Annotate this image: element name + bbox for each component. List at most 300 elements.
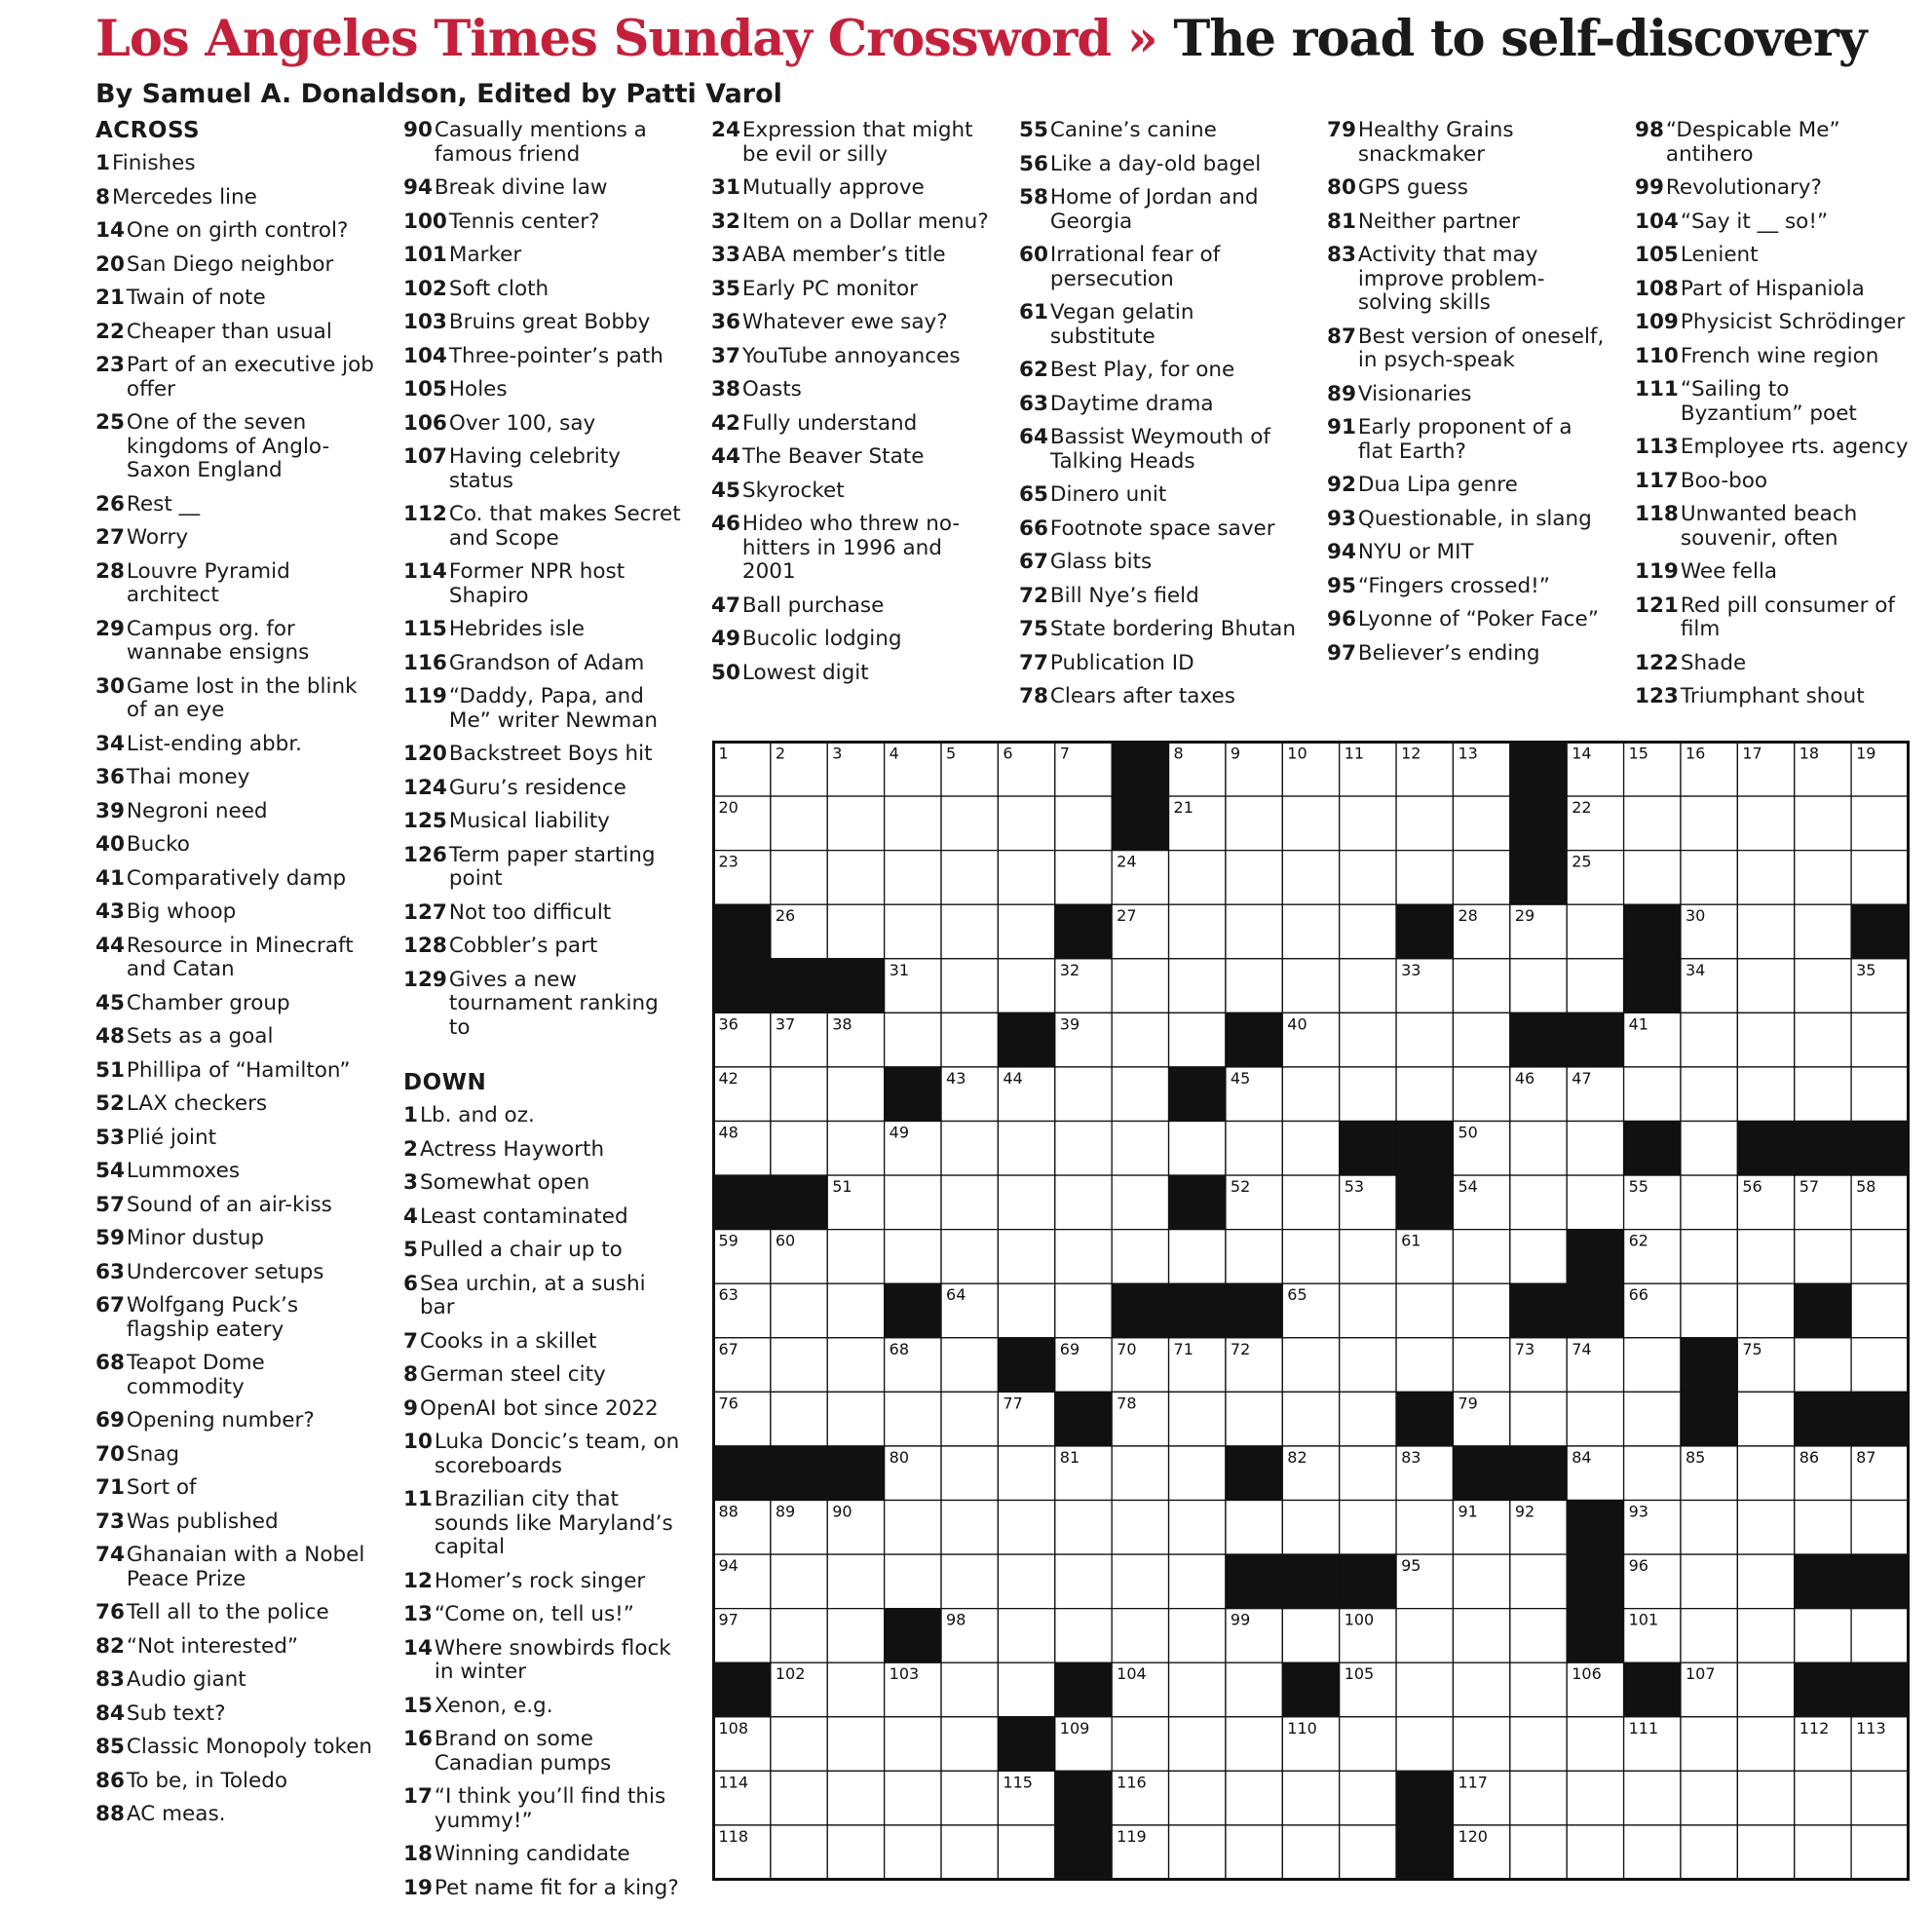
grid-cell[interactable] [1453,1717,1509,1772]
grid-cell[interactable] [1396,1067,1453,1122]
grid-cell[interactable] [1510,1175,1567,1230]
grid-cell[interactable] [941,1662,998,1717]
grid-cell[interactable] [1567,1771,1623,1825]
grid-cell[interactable] [1396,1717,1453,1772]
grid-cell[interactable] [1112,1230,1168,1284]
grid-cell[interactable] [1624,1338,1681,1393]
grid-cell[interactable] [1112,959,1168,1013]
grid-cell[interactable] [1453,796,1509,851]
clue-number: 64 [1019,425,1048,449]
grid-cell[interactable] [885,1175,941,1230]
grid-cell[interactable] [1510,1825,1567,1880]
grid-cell[interactable] [1112,1067,1168,1122]
grid-cell[interactable] [1795,1067,1851,1122]
grid-cell[interactable] [771,1392,827,1446]
grid-cell[interactable] [771,1717,827,1772]
grid-cell[interactable] [998,1662,1054,1717]
grid-cell[interactable] [1681,1825,1737,1880]
grid-cell[interactable] [1681,851,1737,905]
grid-cell[interactable] [1624,851,1681,905]
cell-number: 97 [718,1610,739,1629]
grid-cell[interactable] [1453,1012,1509,1067]
grid-cell[interactable] [1681,1283,1737,1338]
cell-number: 112 [1799,1718,1830,1738]
grid-cell[interactable] [1795,1825,1851,1880]
grid-cell[interactable] [771,1609,827,1663]
grid-cell[interactable] [941,1554,998,1609]
grid-cell[interactable] [1226,904,1282,959]
grid-cell[interactable] [1396,796,1453,851]
grid-cell[interactable] [1567,1392,1623,1446]
grid-cell[interactable] [941,1825,998,1880]
clue-item [1327,575,1610,599]
grid-cell[interactable] [1340,1825,1396,1880]
grid-cell[interactable] [1226,959,1282,1013]
grid-cell[interactable] [1169,1771,1226,1825]
grid-cell[interactable] [998,1175,1054,1230]
grid-cell[interactable] [1737,1446,1794,1501]
grid-cell[interactable] [1226,796,1282,851]
cell-number: 11 [1344,744,1365,763]
grid-cell[interactable] [1510,1717,1567,1772]
grid-cell[interactable] [1453,1338,1509,1393]
grid-cell[interactable] [1795,904,1851,959]
grid-cell[interactable] [771,1283,827,1338]
grid-cell[interactable] [1169,1122,1226,1176]
grid-cell[interactable] [1112,1501,1168,1555]
clue-text: Twain of note [126,286,266,310]
grid-cell[interactable] [827,1067,884,1122]
grid-cell[interactable] [1851,851,1908,905]
grid-cell[interactable] [1851,1067,1908,1122]
grid-cell[interactable] [1169,904,1226,959]
grid-cell[interactable] [1112,1446,1168,1501]
cell-number: 21 [1173,798,1193,818]
grid-cell[interactable] [1112,1012,1168,1067]
grid-cell[interactable] [1624,796,1681,851]
grid-cell[interactable] [1169,959,1226,1013]
grid-cell[interactable] [827,1230,884,1284]
clue-number: 32 [711,209,740,234]
grid-cell[interactable] [1226,1392,1282,1446]
grid-cell[interactable] [941,1175,998,1230]
clue-number: 1 [403,1103,418,1127]
grid-cell[interactable] [1510,1771,1567,1825]
grid-cell[interactable] [998,959,1054,1013]
grid-cell[interactable] [1112,1122,1168,1176]
grid-cell[interactable] [1851,1338,1908,1393]
grid-cell[interactable] [1681,1501,1737,1555]
grid-cell[interactable] [771,1067,827,1122]
grid-cell[interactable] [1282,1609,1339,1663]
grid-cell[interactable] [1510,1122,1567,1176]
grid-cell[interactable] [1112,1717,1168,1772]
clue-item [403,935,686,959]
grid-cell[interactable] [1681,1122,1737,1176]
grid-cell[interactable] [998,904,1054,959]
clue-text: Winning candidate [434,1842,630,1866]
grid-cell[interactable] [827,1554,884,1609]
grid-cell[interactable] [1795,1609,1851,1663]
grid-cell[interactable] [1282,1175,1339,1230]
grid-cell[interactable] [1282,1825,1339,1880]
grid-cell[interactable] [1226,1717,1282,1772]
clue-text: Hideo who threw no-hitters in 1996 and 2001 [741,512,961,584]
grid-cell[interactable] [1851,1230,1908,1284]
grid-cell[interactable] [1567,1825,1623,1880]
grid-cell[interactable] [1340,1283,1396,1338]
grid-cell[interactable] [771,1771,827,1825]
black-square [827,1446,884,1501]
clue-text: Revolutionary? [1665,175,1822,200]
grid-cell[interactable] [827,904,884,959]
grid-cell[interactable] [1282,904,1339,959]
grid-cell[interactable] [1282,1338,1339,1393]
grid-cell[interactable] [1737,1662,1794,1717]
grid-cell[interactable] [1795,959,1851,1013]
grid-cell[interactable] [827,1122,884,1176]
grid-cell[interactable] [1169,1501,1226,1555]
grid-cell[interactable] [1169,851,1226,905]
clue-text: Bassist Weymouth of Talking Heads [1049,425,1270,474]
grid-cell[interactable] [1567,1717,1623,1772]
grid-cell[interactable] [1851,1283,1908,1338]
grid-cell[interactable] [1681,1771,1737,1825]
grid-cell[interactable] [998,796,1054,851]
grid-cell[interactable] [1737,1392,1794,1446]
grid-cell[interactable] [1510,1609,1567,1663]
grid-cell[interactable] [771,851,827,905]
grid-cell[interactable] [1055,1554,1112,1609]
black-square [1795,1554,1851,1609]
grid-cell[interactable] [771,1554,827,1609]
grid-cell[interactable] [1851,1609,1908,1663]
grid-cell[interactable] [1737,1609,1794,1663]
grid-cell[interactable] [1567,904,1623,959]
clue-item [95,186,378,210]
grid-cell[interactable] [771,796,827,851]
grid-cell[interactable] [1624,1392,1681,1446]
grid-cell[interactable] [1795,1338,1851,1393]
grid-cell[interactable] [1453,1609,1509,1663]
grid-cell[interactable] [941,1392,998,1446]
grid-cell[interactable] [1169,1662,1226,1717]
clue-text: Over 100, say [448,410,596,436]
black-square [714,1662,771,1717]
grid-cell[interactable] [1737,1825,1794,1880]
grid-cell[interactable] [1453,851,1509,905]
grid-cell[interactable] [998,851,1054,905]
grid-cell[interactable] [1226,1825,1282,1880]
grid-cell[interactable] [1624,1825,1681,1880]
grid-cell[interactable] [1340,1392,1396,1446]
grid-cell[interactable] [1396,1283,1453,1338]
grid-cell[interactable] [885,1771,941,1825]
grid-cell[interactable] [1851,1012,1908,1067]
grid-cell[interactable] [1510,1554,1567,1609]
grid-cell[interactable] [885,1012,941,1067]
grid-cell[interactable] [1624,1067,1681,1122]
grid-cell[interactable] [1282,851,1339,905]
grid-cell[interactable] [1340,1446,1396,1501]
grid-cell[interactable] [1567,1175,1623,1230]
grid-cell[interactable] [1169,1392,1226,1446]
clue-item [711,278,994,302]
grid-cell[interactable] [1567,1122,1623,1176]
cell-number: 24 [1117,852,1137,871]
grid-cell[interactable] [1340,1338,1396,1393]
clue-item [403,1728,686,1776]
grid-cell[interactable] [1340,1501,1396,1555]
grid-cell[interactable] [885,1230,941,1284]
clue-text: Vegan gelatin substitute [1049,300,1194,349]
grid-cell[interactable] [771,1338,827,1393]
grid-cell[interactable] [1681,1554,1737,1609]
grid-cell[interactable] [941,1122,998,1176]
grid-cell[interactable] [1681,1717,1737,1772]
grid-cell[interactable] [1340,1717,1396,1772]
clue-number: 38 [711,377,740,401]
grid-cell[interactable] [1282,959,1339,1013]
grid-cell[interactable] [827,1825,884,1880]
grid-cell[interactable] [1340,1771,1396,1825]
grid-cell[interactable] [1681,1609,1737,1663]
grid-cell[interactable] [1737,851,1794,905]
cell-number: 119 [1117,1826,1147,1846]
grid-cell[interactable] [1453,1067,1509,1122]
grid-cell[interactable] [1112,1609,1168,1663]
grid-cell[interactable] [1226,1230,1282,1284]
grid-cell[interactable] [1396,1012,1453,1067]
grid-cell[interactable] [941,796,998,851]
grid-cell[interactable] [941,904,998,959]
grid-cell[interactable] [1282,1067,1339,1122]
grid-cell[interactable] [1567,959,1623,1013]
grid-cell[interactable] [885,851,941,905]
grid-cell[interactable] [998,1554,1054,1609]
black-square [1226,1283,1282,1338]
grid-cell[interactable] [827,796,884,851]
grid-cell[interactable] [1453,1283,1509,1338]
grid-cell[interactable] [1340,1067,1396,1122]
grid-cell[interactable] [941,1012,998,1067]
grid-cell[interactable] [1737,1771,1794,1825]
grid-cell[interactable] [1226,1662,1282,1717]
grid-cell[interactable] [1851,1825,1908,1880]
grid-cell[interactable] [1396,1338,1453,1393]
grid-cell[interactable] [1681,1067,1737,1122]
clue-number: 67 [1019,550,1048,574]
clue-text: Ghanaian with a Nobel Peace Prize [126,1543,365,1591]
grid-cell[interactable] [1169,1230,1226,1284]
grid-cell[interactable] [1795,1230,1851,1284]
grid-cell[interactable] [998,1825,1054,1880]
grid-cell[interactable] [1453,1230,1509,1284]
grid-cell[interactable] [998,1283,1054,1338]
grid-cell[interactable] [1282,1122,1339,1176]
grid-cell[interactable] [1226,851,1282,905]
clue-number: 17 [403,1784,433,1809]
clue-item [403,1603,686,1627]
grid-cell[interactable] [1055,1283,1112,1338]
grid-cell[interactable] [1340,959,1396,1013]
clue-text: Rest __ [126,491,201,516]
grid-cell[interactable] [827,1771,884,1825]
grid-cell[interactable] [1226,1501,1282,1555]
grid-cell[interactable] [1795,796,1851,851]
clue-item [1019,426,1302,474]
grid-cell[interactable] [1795,1501,1851,1555]
grid-cell[interactable] [1396,1662,1453,1717]
clue-item [403,969,686,1041]
grid-cell[interactable] [1737,904,1794,959]
grid-cell[interactable] [1510,1662,1567,1717]
grid-cell[interactable] [885,1501,941,1555]
grid-cell[interactable] [1737,1012,1794,1067]
grid-cell[interactable] [1737,1067,1794,1122]
grid-cell[interactable] [1282,1771,1339,1825]
grid-cell[interactable] [1681,1012,1737,1067]
grid-cell[interactable] [1055,1122,1112,1176]
grid-cell[interactable] [1453,959,1509,1013]
grid-cell[interactable] [998,1609,1054,1663]
grid-cell[interactable] [941,1338,998,1393]
grid-cell[interactable] [1055,1175,1112,1230]
grid-cell[interactable] [827,1717,884,1772]
black-square [1282,1554,1339,1609]
clue-number: 119 [1635,559,1679,584]
grid-cell[interactable] [1453,1554,1509,1609]
grid-cell[interactable] [998,1446,1054,1501]
cell-number: 113 [1856,1718,1886,1738]
grid-cell[interactable] [1510,1230,1567,1284]
black-square [1795,1283,1851,1338]
grid-cell[interactable] [1795,1771,1851,1825]
grid-cell[interactable] [1169,1446,1226,1501]
cell-number: 53 [1344,1177,1365,1197]
grid-cell[interactable] [1510,959,1567,1013]
clue-text: Holes [448,377,508,401]
grid-cell[interactable] [1851,1771,1908,1825]
grid-cell[interactable] [1681,1230,1737,1284]
grid-cell[interactable] [1681,1175,1737,1230]
grid-cell[interactable] [1282,1392,1339,1446]
grid-cell[interactable] [1396,851,1453,905]
grid-cell[interactable] [1340,1012,1396,1067]
grid-cell[interactable] [1737,1283,1794,1338]
grid-cell[interactable] [1169,1012,1226,1067]
grid-cell[interactable] [771,1122,827,1176]
clue-item [95,1194,378,1218]
grid-cell[interactable] [1624,1446,1681,1501]
grid-cell[interactable] [1340,904,1396,959]
grid-cell[interactable] [1681,796,1737,851]
grid-cell[interactable] [941,1501,998,1555]
grid-cell[interactable] [827,851,884,905]
grid-cell[interactable] [885,1717,941,1772]
grid-cell[interactable] [1169,1717,1226,1772]
clue-text: Sets as a goal [126,1024,274,1049]
grid-cell[interactable] [1282,796,1339,851]
grid-cell[interactable] [998,1501,1054,1555]
grid-cell[interactable] [1340,796,1396,851]
grid-cell[interactable] [1055,1501,1112,1555]
grid-cell[interactable] [1396,1609,1453,1663]
grid-cell[interactable] [827,1338,884,1393]
clue-text: Lummoxes [126,1159,241,1183]
grid-cell[interactable] [827,1662,884,1717]
grid-cell[interactable] [1795,1012,1851,1067]
grid-cell[interactable] [1282,1230,1339,1284]
grid-cell[interactable] [1737,959,1794,1013]
grid-cell[interactable] [1795,851,1851,905]
clue-text: GPS guess [1357,175,1468,200]
grid-cell[interactable] [1055,851,1112,905]
grid-cell[interactable] [1282,1501,1339,1555]
grid-cell[interactable] [1396,1501,1453,1555]
grid-cell[interactable] [1112,1554,1168,1609]
grid-cell[interactable] [1737,1717,1794,1772]
grid-cell[interactable] [1340,1230,1396,1284]
grid-cell[interactable] [1169,1825,1226,1880]
grid-cell[interactable] [1624,1771,1681,1825]
grid-cell[interactable] [1055,1230,1112,1284]
grid-cell[interactable] [1851,1501,1908,1555]
grid-cell[interactable] [1737,1230,1794,1284]
grid-cell[interactable] [941,1446,998,1501]
grid-cell[interactable] [998,1230,1054,1284]
grid-cell[interactable] [1737,1501,1794,1555]
grid-cell[interactable] [941,1230,998,1284]
clue-column-2 [403,119,686,1910]
grid-cell[interactable] [1851,796,1908,851]
grid-cell[interactable] [771,1825,827,1880]
clue-number: 125 [403,809,447,833]
grid-cell[interactable] [885,904,941,959]
grid-cell[interactable] [941,959,998,1013]
grid-cell[interactable] [885,1554,941,1609]
grid-cell[interactable] [827,1283,884,1338]
grid-cell[interactable] [885,1825,941,1880]
cell-number: 89 [775,1502,796,1521]
grid-cell[interactable] [1169,1609,1226,1663]
grid-cell[interactable] [1737,1554,1794,1609]
grid-cell[interactable] [1055,1067,1112,1122]
grid-cell[interactable] [1226,1771,1282,1825]
grid-cell[interactable] [998,1122,1054,1176]
clue-number: 84 [95,1700,125,1726]
grid-cell[interactable] [1055,1609,1112,1663]
grid-cell[interactable] [941,1771,998,1825]
grid-cell[interactable] [1169,1554,1226,1609]
grid-cell[interactable] [1226,1122,1282,1176]
grid-cell[interactable] [885,796,941,851]
black-square [1851,1392,1908,1446]
grid-cell[interactable] [1510,1392,1567,1446]
grid-cell[interactable] [827,1392,884,1446]
clue-item [1327,642,1610,667]
grid-cell[interactable] [941,851,998,905]
grid-cell[interactable] [1737,796,1794,851]
grid-cell[interactable] [1055,796,1112,851]
grid-cell[interactable] [1340,851,1396,905]
grid-cell[interactable] [1112,1175,1168,1230]
grid-cell[interactable] [885,1392,941,1446]
black-square [998,1717,1054,1772]
grid-cell[interactable] [941,1717,998,1772]
grid-cell[interactable] [827,1609,884,1663]
grid-cell[interactable] [1453,1662,1509,1717]
